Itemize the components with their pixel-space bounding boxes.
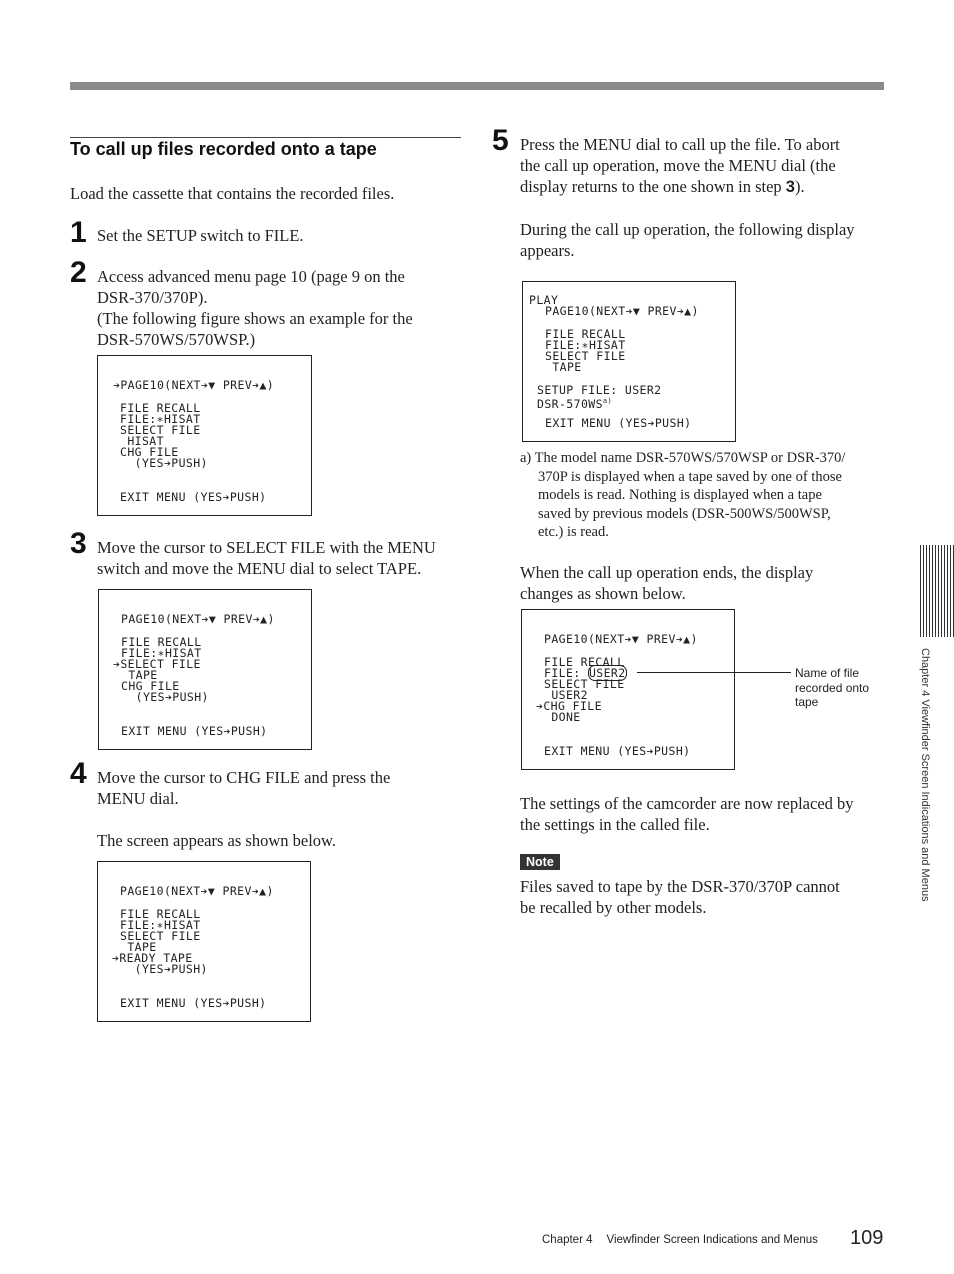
result-line: The settings of the camcorder are now replaced by [520, 794, 854, 813]
screen-line: SELECT FILE [120, 423, 201, 437]
step-3-line: switch and move the MENU dial to select TAPE. [97, 559, 422, 578]
menu-screen-ready-tape [97, 861, 311, 1022]
screen-line: SELECT FILE [120, 929, 201, 943]
step-5-text [520, 134, 855, 261]
screen-line: EXIT MENU (YES➔PUSH) [120, 996, 267, 1010]
menu-screen-page10 [97, 355, 312, 516]
screen-line: ➔PAGE10(NEXT➔▼ PREV➔▲) [113, 378, 275, 392]
screen-line: FILE RECALL [121, 635, 202, 649]
step-number-4: 4 [70, 757, 87, 790]
end-line: When the call up operation ends, the display [520, 563, 814, 582]
screen-line: ➔CHG FILE [536, 699, 602, 713]
end-text [520, 562, 813, 604]
screen-line: TAPE [545, 360, 582, 374]
screen-line: ➔READY TAPE [112, 951, 193, 965]
step-number-5: 5 [492, 124, 509, 157]
step-4-text [97, 767, 390, 851]
footnote [520, 449, 845, 542]
step-5-line: the call up operation, move the MENU dial (the [520, 156, 836, 175]
screen-text: FILE: [544, 666, 588, 680]
screen-line: TAPE [121, 668, 158, 682]
step-5-line: appears. [520, 241, 575, 260]
screen-line [537, 396, 612, 410]
step-2-line: DSR-570WS/570WSP.) [97, 330, 256, 349]
screen-line: CHG FILE [120, 445, 179, 459]
callout-line: Name of file [795, 666, 860, 680]
note-badge: Note [520, 854, 560, 870]
screen-line: (YES➔PUSH) [121, 690, 209, 704]
step-2-line: (The following figure shows an example for the [97, 309, 413, 328]
screen-line: SELECT FILE [544, 677, 625, 691]
screen-line: PAGE10(NEXT➔▼ PREV➔▲) [120, 884, 274, 898]
screen-line: FILE RECALL [544, 655, 625, 669]
screen-line: FILE RECALL [120, 401, 201, 415]
step-3-text [97, 537, 436, 579]
screen-line: PAGE10(NEXT➔▼ PREV➔▲) [121, 612, 275, 626]
screen-line: EXIT MENU (YES➔PUSH) [545, 416, 692, 430]
screen-line: FILE RECALL [545, 327, 626, 341]
menu-screen-done [521, 609, 735, 770]
screen-line: SELECT FILE [545, 349, 626, 363]
step-ref: 3 [785, 178, 795, 196]
filename-highlight: USER2 [588, 666, 626, 680]
callout-leader-line [637, 672, 791, 673]
note-line: be recalled by other models. [520, 898, 707, 917]
footnote-marker: a) [602, 397, 613, 405]
step-5-text-part: ). [794, 177, 805, 196]
section-rule [70, 137, 461, 138]
result-line: the settings in the called file. [520, 815, 710, 834]
screen-line: FILE:∗HISAT [545, 338, 626, 352]
callout-label [795, 666, 869, 710]
step-5-line: During the call up operation, the following display [520, 220, 855, 239]
step-5-text-part: display returns to the one shown in step [520, 177, 786, 196]
screen-line: EXIT MENU (YES➔PUSH) [121, 724, 268, 738]
step-2-line: DSR-370/370P). [97, 288, 208, 307]
step-4-line: Move the cursor to CHG FILE and press the [97, 768, 391, 787]
step-number-2: 2 [70, 256, 87, 289]
screen-line: CHG FILE [121, 679, 180, 693]
page-number: 109 [850, 1227, 884, 1249]
screen-line: PAGE10(NEXT➔▼ PREV➔▲) [544, 632, 698, 646]
screen-text: DSR-570WS [537, 396, 603, 411]
step-2-line: Access advanced menu page 10 (page 9 on the [97, 267, 405, 286]
step-4-line: MENU dial. [97, 789, 179, 808]
screen-line: SETUP FILE: USER2 [537, 383, 662, 397]
footer-chapter [542, 1234, 818, 1246]
header-rule [70, 82, 884, 90]
screen-line: EXIT MENU (YES➔PUSH) [120, 490, 267, 504]
menu-screen-select-tape [98, 589, 312, 750]
screen-line: EXIT MENU (YES➔PUSH) [544, 744, 691, 758]
screen-line: PLAY [529, 293, 559, 307]
menu-screen-during-callup [522, 281, 736, 442]
callout-line: recorded onto [795, 680, 870, 695]
footer-chapter-title: Viewfinder Screen Indications and Menus [606, 1234, 818, 1246]
step-4-line: The screen appears as shown below. [97, 831, 337, 850]
step-1-text: Set the SETUP switch to FILE. [97, 226, 304, 245]
footer-chapter-number: Chapter 4 [542, 1234, 593, 1246]
intro-text: Load the cassette that contains the recorded files. [70, 184, 395, 203]
screen-line: DONE [544, 710, 581, 724]
screen-line: (YES➔PUSH) [120, 456, 208, 470]
note-text [520, 876, 840, 918]
step-number-1: 1 [70, 216, 87, 249]
screen-line: USER2 [544, 688, 588, 702]
footnote-line: etc.) is read. [538, 524, 609, 540]
screen-line: ➔SELECT FILE [113, 657, 201, 671]
footnote-line: a) The model name DSR-570WS/570WSP or DSR-370/ [520, 450, 846, 466]
step-5-line: Press the MENU dial to call up the file. To abort [520, 135, 840, 154]
screen-line: FILE RECALL [120, 907, 201, 921]
result-text [520, 793, 854, 835]
screen-line: FILE:∗HISAT [121, 646, 202, 660]
step-number-3: 3 [70, 527, 87, 560]
callout-line: tape [795, 695, 819, 709]
screen-line: PAGE10(NEXT➔▼ PREV➔▲) [545, 304, 699, 318]
screen-line: (YES➔PUSH) [120, 962, 208, 976]
screen-line: TAPE [120, 940, 157, 954]
footnote-line: models is read. Nothing is displayed when a tape [538, 487, 822, 503]
screen-line: FILE:∗HISAT [120, 918, 201, 932]
footnote-line: 370P is displayed when a tape saved by one of those [538, 468, 842, 485]
chapter-side-label: Chapter 4 Viewfinder Screen Indications and Menus [919, 648, 931, 902]
footnote-line: saved by previous models (DSR-500WS/500WSP, [538, 505, 831, 522]
screen-line: HISAT [120, 434, 164, 448]
end-line: changes as shown below. [520, 584, 686, 603]
note-line: Files saved to tape by the DSR-370/370P cannot [520, 877, 840, 896]
chapter-tab-marker [920, 545, 954, 637]
step-5-line [520, 176, 855, 198]
section-title: To call up files recorded onto a tape [70, 139, 377, 159]
screen-line: FILE:∗HISAT [120, 412, 201, 426]
step-3-line: Move the cursor to SELECT FILE with the MENU [97, 538, 436, 557]
step-2-text [97, 266, 413, 350]
